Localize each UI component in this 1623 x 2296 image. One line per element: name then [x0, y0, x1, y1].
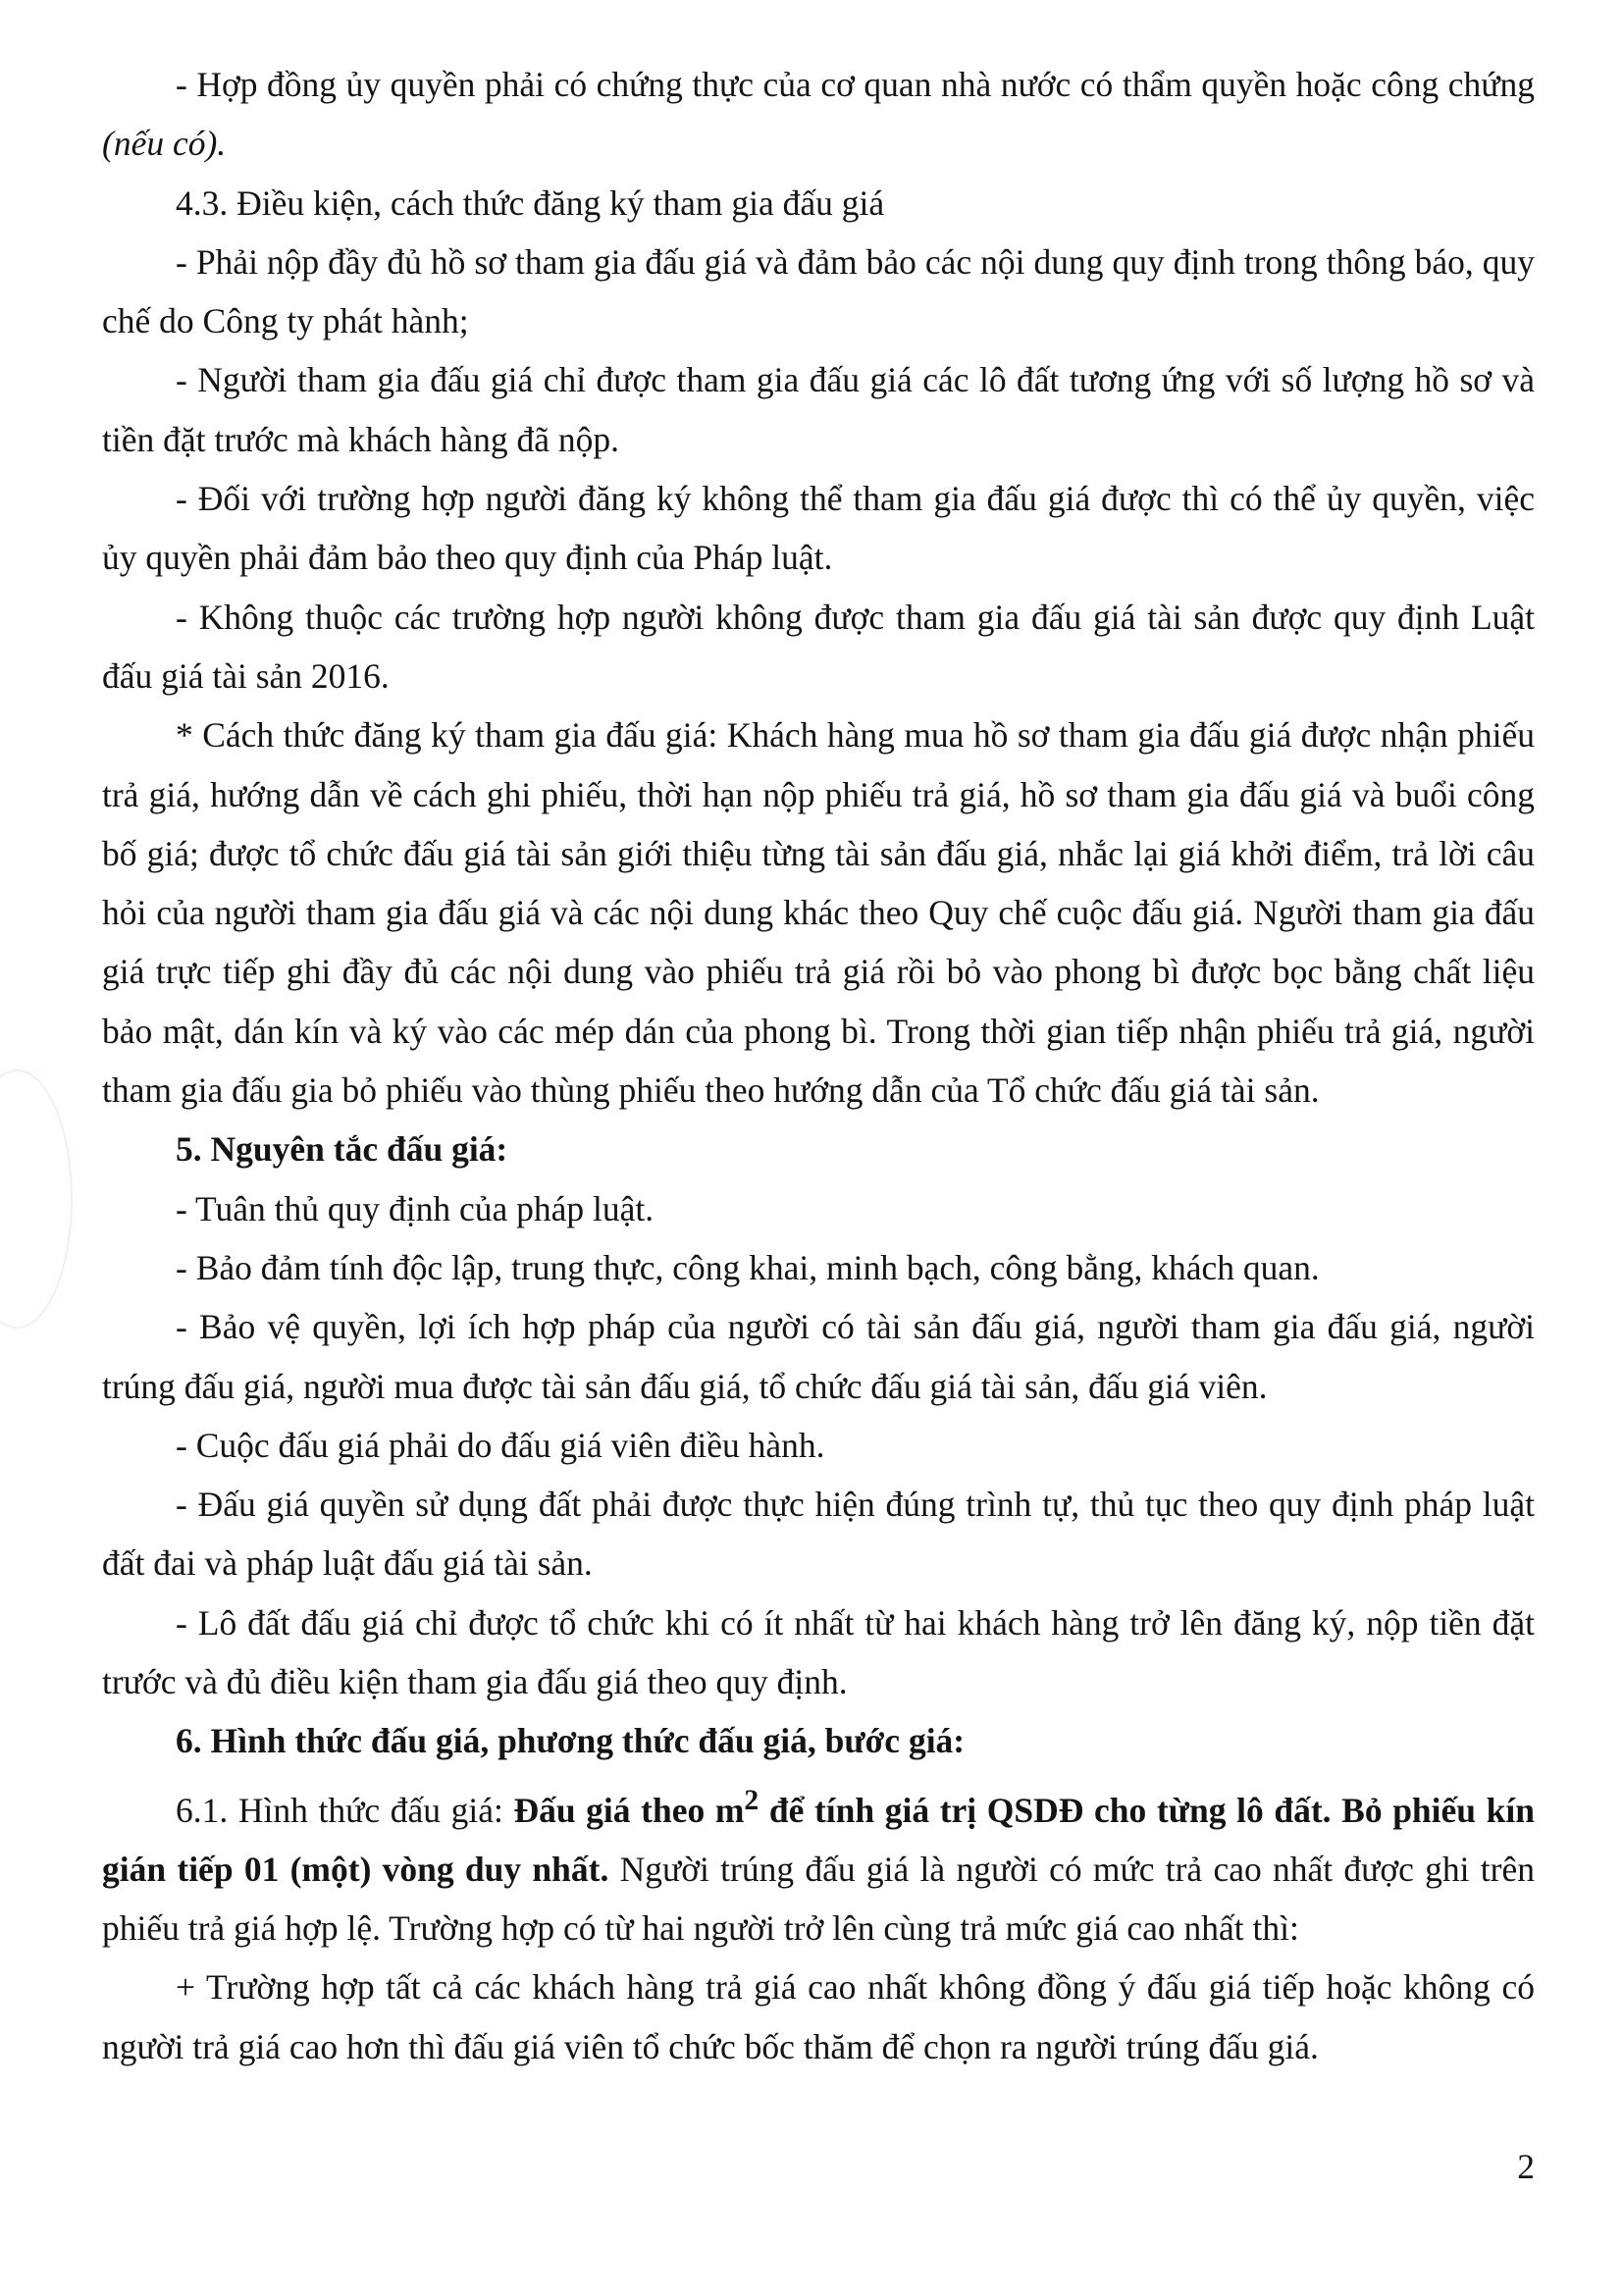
paragraph-land-use-procedure: - Đấu giá quyền sử dụng đất phải được thực hiện đúng trình tự, thủ tục theo quy định pháp luật đất đai và pháp luật đấu giá tài sản.: [102, 1485, 1535, 1584]
faded-stamp: [0, 1070, 73, 1329]
paragraph-submit-docs: - Phải nộp đầy đủ hồ sơ tham gia đấu giá và đảm bảo các nội dung quy định trong thông báo, quy chế do Công ty phát hành;: [102, 241, 1535, 341]
paragraph-power-of-attorney: - Hợp đồng ủy quyền phải có chứng thực của cơ quan nhà nước có thẩm quyền hoặc công chứng (nếu có).: [102, 65, 1535, 164]
paragraph-auction-form: 6.1. Hình thức đấu giá: Đấu giá theo $m^2$ để tính giá trị QSDĐ cho từng lô đất. Bỏ phiếu kín gián tiếp 01 (một) vòng duy nhất. Người trúng đấu giá là người có mức trả cao nhất được ghi trên phiếu trả giá hợp lệ. Trường hợp có từ hai người trở lên cùng trả mức giá cao nhất thì:: [102, 1784, 1536, 1949]
paragraph-excluded-cases: - Không thuộc các trường hợp người không được tham gia đấu giá tài sản được quy định Luật đấu giá tài sản 2016.: [102, 597, 1535, 696]
page-number: 2: [1517, 2147, 1535, 2186]
paragraph-auctioneer-runs: - Cuộc đấu giá phải do đấu giá viên điều hành.: [176, 1425, 825, 1465]
section-5-heading: 5. Nguyên tắc đấu giá:: [176, 1129, 508, 1170]
paragraph-registration-method: * Cách thức đăng ký tham gia đấu giá: Khách hàng mua hồ sơ tham gia đấu giá được nhận phiếu trả giá, hướng dẫn về cách ghi phiếu, thời hạn nộp phiếu trả giá, hồ sơ tham gia đấu giá và buổi công bố giá; được tổ chức đấu giá tài sản giới thiệu từng tài sản đấu giá, nhắc lại giá khởi điểm, trả lời câu hỏi của người tham gia đấu giá và các nội dung khác theo Quy chế cuộc đấu giá. Người tham gia đấu giá trực tiếp ghi đầy đủ các nội dung vào phiếu trả giá rồi bỏ vào phong bì được bọc bằng chất liệu bảo mật, dán kín và ký vào các mép dán của phong bì. Trong thời gian tiếp nhận phiếu trả giá, người tham gia đấu gia bỏ phiếu vào thùng phiếu theo hướng dẫn của Tổ chức đấu giá tài sản.: [102, 715, 1535, 1111]
document-body: [102, 55, 1535, 2076]
section-6-heading: 6. Hình thức đấu giá, phương thức đấu giá, bước giá:: [176, 1721, 966, 1761]
section-4-3-heading: 4.3. Điều kiện, cách thức đăng ký tham gia đấu giá: [176, 183, 885, 223]
paragraph-independence: - Bảo đảm tính độc lập, trung thực, công khai, minh bạch, công bằng, khách quan.: [176, 1247, 1320, 1287]
paragraph-comply-law: - Tuân thủ quy định của pháp luật.: [176, 1188, 654, 1228]
paragraph-authorization: - Đối với trường hợp người đăng ký không thể tham gia đấu giá được thì có thể ủy quyền, việc ủy quyền phải đảm bảo theo quy định của Pháp luật.: [102, 479, 1535, 578]
paragraph-minimum-bidders: - Lô đất đấu giá chỉ được tổ chức khi có ít nhất từ hai khách hàng trở lên đăng ký, nộp tiền đặt trước và đủ điều kiện tham gia đấu giá theo quy định.: [102, 1602, 1535, 1702]
paragraph-protect-rights: - Bảo vệ quyền, lợi ích hợp pháp của người có tài sản đấu giá, người tham gia đấu giá, người trúng đấu giá, người mua được tài sản đấu giá, tổ chức đấu giá tài sản, đấu giá viên.: [102, 1307, 1535, 1406]
paragraph-draw-lots: + Trường hợp tất cả các khách hàng trả giá cao nhất không đồng ý đấu giá tiếp hoặc không có người trả giá cao hơn thì đấu giá viên tổ chức bốc thăm để chọn ra người trúng đấu giá.: [102, 1967, 1535, 2066]
paragraph-lots-limit: - Người tham gia đấu giá chỉ được tham gia đấu giá các lô đất tương ứng với số lượng hồ sơ và tiền đặt trước mà khách hàng đã nộp.: [102, 360, 1535, 459]
